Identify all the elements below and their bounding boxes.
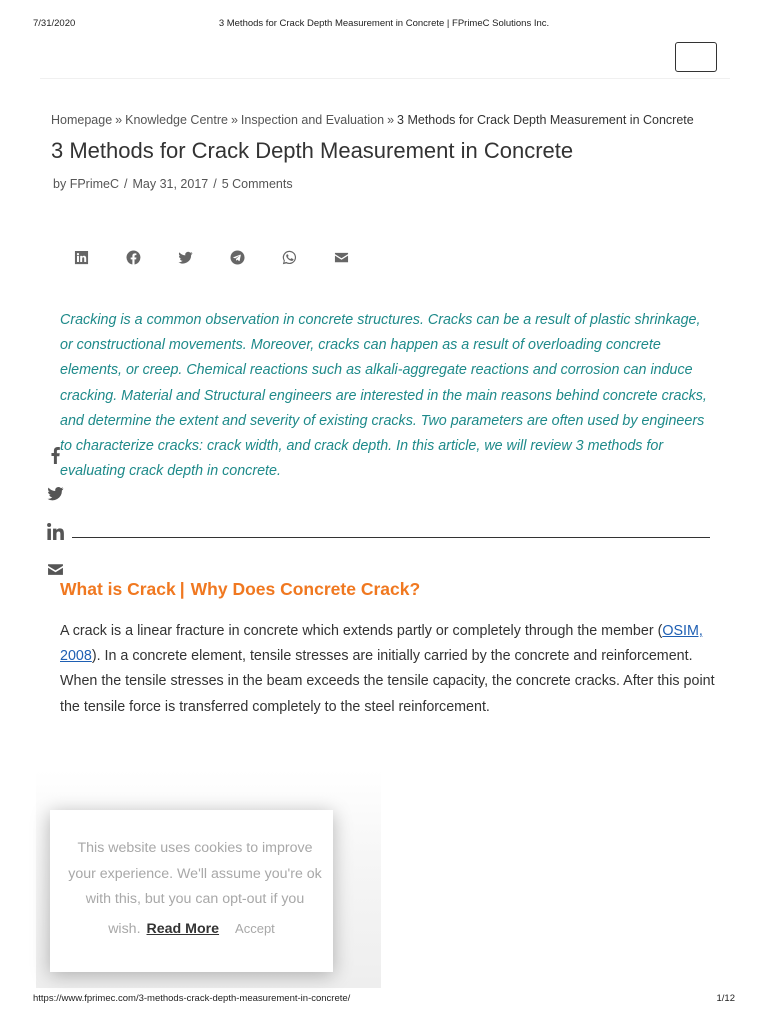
- breadcrumb-current: 3 Methods for Crack Depth Measurement in Concrete: [397, 113, 694, 127]
- facebook-icon[interactable]: [122, 246, 144, 268]
- body-text-start: A crack is a linear fracture in concrete which extends partly or completely through the member (: [60, 623, 663, 639]
- meta-date: May 31, 2017: [132, 177, 209, 191]
- print-header: [0, 18, 768, 32]
- section-heading-part1: What is Crack: [60, 579, 176, 599]
- body-paragraph: [60, 619, 720, 720]
- print-date: 7/31/2020: [33, 18, 76, 29]
- email-icon[interactable]: [330, 246, 352, 268]
- section-divider: [72, 537, 710, 538]
- citation-link[interactable]: OSIM, 2008: [60, 623, 703, 665]
- breadcrumb-inspection-evaluation[interactable]: Inspection and Evaluation: [240, 113, 385, 127]
- print-page-number: 1/12: [716, 993, 735, 1004]
- cookie-notice: [50, 810, 333, 972]
- section-heading: [60, 579, 420, 600]
- meta-author-link[interactable]: FPrimeC: [69, 177, 119, 191]
- facebook-icon[interactable]: [44, 444, 66, 466]
- print-footer: [0, 993, 768, 1007]
- cookie-message: This website uses cookies to improve your experience. We'll assume you're ok with this, but you can opt-out if you: [68, 840, 322, 907]
- twitter-icon[interactable]: [44, 482, 66, 504]
- meta-by: by: [53, 177, 67, 191]
- breadcrumb-separator: »: [230, 113, 238, 127]
- linkedin-icon[interactable]: [44, 520, 66, 542]
- whatsapp-icon[interactable]: [278, 246, 300, 268]
- twitter-icon[interactable]: [174, 246, 196, 268]
- print-url: https://www.fprimec.com/3-methods-crack-depth-measurement-in-concrete/: [33, 993, 351, 1004]
- cookie-message-end: wish.: [108, 921, 141, 937]
- telegram-icon[interactable]: [226, 246, 248, 268]
- body-text-end: ). In a concrete element, tensile stresses are initially carried by the concrete and reinforcement. When the tensile stresses in the beam exceeds the tensile capacity, the concrete cracks. After this point the tensile force is transferred completely to the steel reinforcement.: [60, 648, 715, 715]
- page-title: 3 Methods for Crack Depth Measurement in Concrete: [51, 138, 574, 163]
- breadcrumb: [51, 113, 741, 127]
- print-page-title: 3 Methods for Crack Depth Measurement in Concrete | FPrimeC Solutions Inc.: [218, 18, 550, 29]
- accept-button[interactable]: Accept: [235, 921, 275, 936]
- section-heading-part2: Why Does Concrete Crack?: [190, 579, 421, 599]
- menu-toggle-button[interactable]: [675, 42, 717, 72]
- linkedin-icon[interactable]: [70, 246, 92, 268]
- post-meta: [53, 177, 293, 191]
- intro-paragraph: Cracking is a common observation in concrete structures. Cracks can be a result of plastic shrinkage, or constructional movements. Moreover, cracks can happen as a result of overloading concrete elements, or creep. Chemical reactions such as alkali-aggregate reactions and corrosion can induce cracking. Material and Structural engineers are interested in the main reasons behind concrete cracks, and determine the extent and severity of existing cracks. Two parameters are often used by engineers to characterize cracks: crack width, and crack depth. In this article, we will review 3 methods for evaluating crack depth in concrete.: [60, 312, 707, 480]
- email-icon[interactable]: [44, 558, 66, 580]
- breadcrumb-homepage[interactable]: Homepage: [51, 113, 113, 127]
- breadcrumb-separator: »: [387, 113, 395, 127]
- meta-comments-link[interactable]: 5 Comments: [221, 177, 293, 191]
- header-divider: [40, 78, 730, 79]
- read-more-link[interactable]: Read More: [146, 921, 220, 937]
- breadcrumb-knowledge-centre[interactable]: Knowledge Centre: [125, 113, 228, 127]
- cookie-actions: [50, 921, 333, 937]
- meta-separator: /: [124, 177, 128, 191]
- section-heading-separator: |: [179, 579, 185, 599]
- breadcrumb-separator: »: [115, 113, 123, 127]
- meta-separator: /: [213, 177, 217, 191]
